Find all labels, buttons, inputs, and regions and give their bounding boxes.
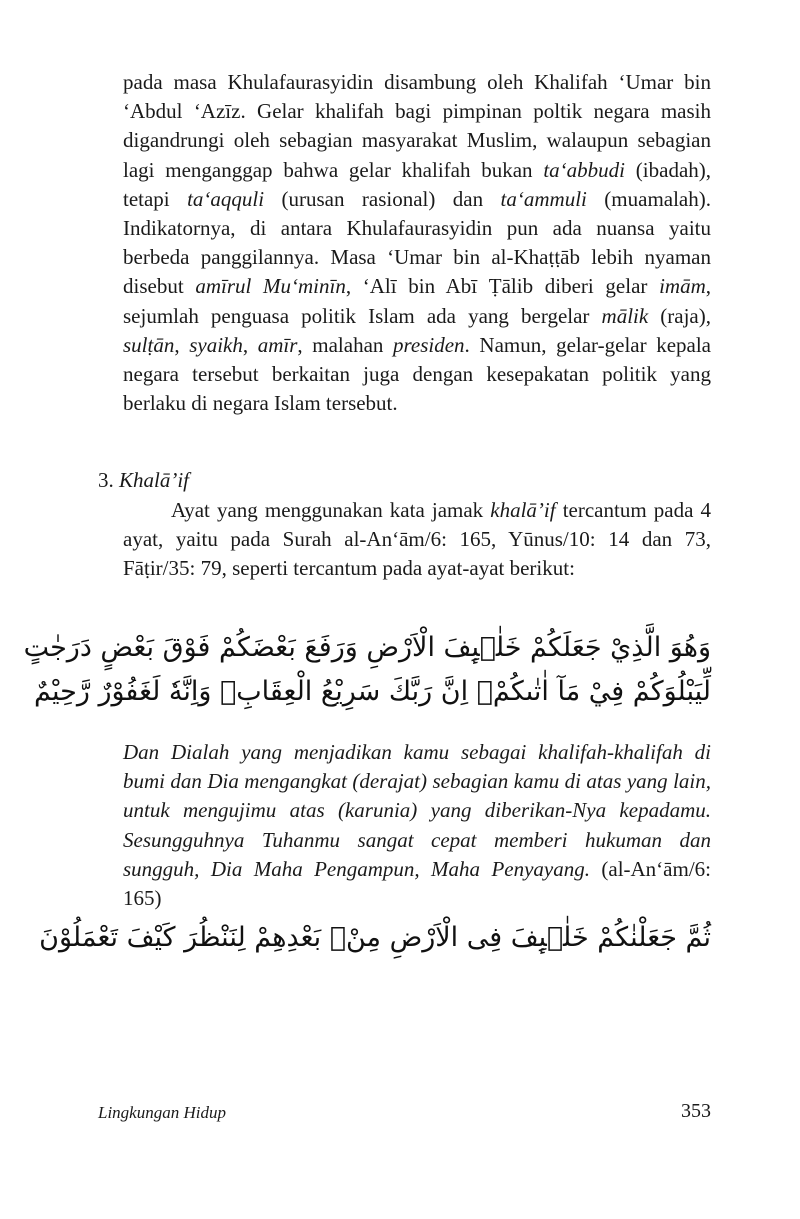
text-run: , ‘Alī bin Abī Ṭālib diberi gelar <box>345 274 660 299</box>
text-run: tercantum pada 4 ayat, yaitu pada Surah al-An‘ām/6: 165, Yūnus/10: 14 dan 73, Fāṭir/35: 79, seperti tercantum pada ayat-ayat berikut: <box>123 498 711 581</box>
text-run: , sejumlah penguasa politik Islam ada yang bergelar <box>123 274 711 328</box>
verse-1-reference: (al-An‘ām/6: 165) <box>123 856 712 911</box>
running-footer-title: Lingkungan Hidup <box>98 1103 226 1122</box>
verse-1-translation-text: Dan Dialah yang menjadikan kamu sebagai khalifah-khalifah di bumi dan Dia mengangkat (derajat) sebagian kamu di atas yang lain, untuk mengujimu atas (karunia) yang diberikan-Nya kepadamu. Sesungguhnya Tuhanmu sangat cepat memberi hukuman dan sungguh, Dia Maha Pengampun, Maha Penyayang. <box>123 740 711 881</box>
text-run: (ibadah), tetapi <box>123 157 712 211</box>
text-run: (urusan rasional) dan <box>264 186 501 211</box>
arabic-verse-2: ثُمَّ جَعَلْنٰكُمْ خَلٰۤىِٕفَ فِى الْاَرْضِ مِنْۢ بَعْدِهِمْ لِنَنْظُرَ كَيْفَ تَعْمَلُوْنَ <box>39 922 711 953</box>
text-run: (muamalah). Indikatornya, di antara Khulafaurasyidin pun ada nuansa yaitu berbeda panggilannya. Masa ‘Umar bin al-Khaṭṭāb lebih nyaman disebut <box>123 186 711 299</box>
italic-term: syaikh <box>189 332 243 357</box>
italic-term: sulṭān <box>123 332 175 357</box>
text-run: , <box>174 332 190 357</box>
arabic-verse-1-line-1: وَهُوَ الَّذِيْ جَعَلَكُمْ خَلٰۤىِٕفَ الْاَرْضِ وَرَفَعَ بَعْضَكُمْ فَوْقَ بَعْضٍ دَرَجٰتٍ <box>23 632 711 663</box>
italic-term: amīrul Mu‘minīn <box>195 274 346 299</box>
text-run: Ayat yang menggunakan kata jamak <box>171 498 491 522</box>
paragraph-khalaif-intro <box>123 496 711 584</box>
verse-1-translation <box>123 738 711 913</box>
text-run: pada masa Khulafaurasyidin disambung oleh Khalifah ‘Umar bin ‘Abdul ‘Azīz. Gelar khalifah bagi pimpinan poltik negara masih digandrungi oleh sebagian masyarakat Muslim, walaupun sebagian lagi menganggap bahwa gelar khalifah bukan <box>123 70 711 182</box>
italic-term: imām <box>659 274 706 299</box>
section-title: Khalā’if <box>119 468 190 492</box>
italic-term: ta‘aqquli <box>187 186 265 211</box>
italic-term: mālik <box>601 303 649 328</box>
page-number: 353 <box>681 1100 711 1122</box>
text-run: , <box>242 332 258 357</box>
section-number: 3. <box>98 468 114 492</box>
italic-term: presiden <box>393 332 465 357</box>
paragraph-khalifah-titles <box>123 68 711 418</box>
italic-term: khalā’if <box>490 498 556 522</box>
text-run: (raja), <box>648 303 711 328</box>
text-run: , malahan <box>297 332 393 357</box>
section-heading <box>98 466 189 495</box>
arabic-verse-1-line-2: لِّيَبْلُوَكُمْ فِيْ مَآ اٰتٰىكُمْۗ اِنَّ رَبَّكَ سَرِيْعُ الْعِقَابِۖ وَاِنَّهٗ لَغَفُوْرٌ رَّحِيْمٌ <box>34 676 711 707</box>
italic-term: ta‘ammuli <box>500 186 587 211</box>
italic-term: amīr <box>257 332 298 357</box>
text-run: . Namun, gelar-gelar kepala negara tersebut berkaitan juga dengan kesepakatan politik yang berlaku di negara Islam tersebut. <box>123 332 711 416</box>
italic-term: ta‘abbudi <box>543 157 626 182</box>
